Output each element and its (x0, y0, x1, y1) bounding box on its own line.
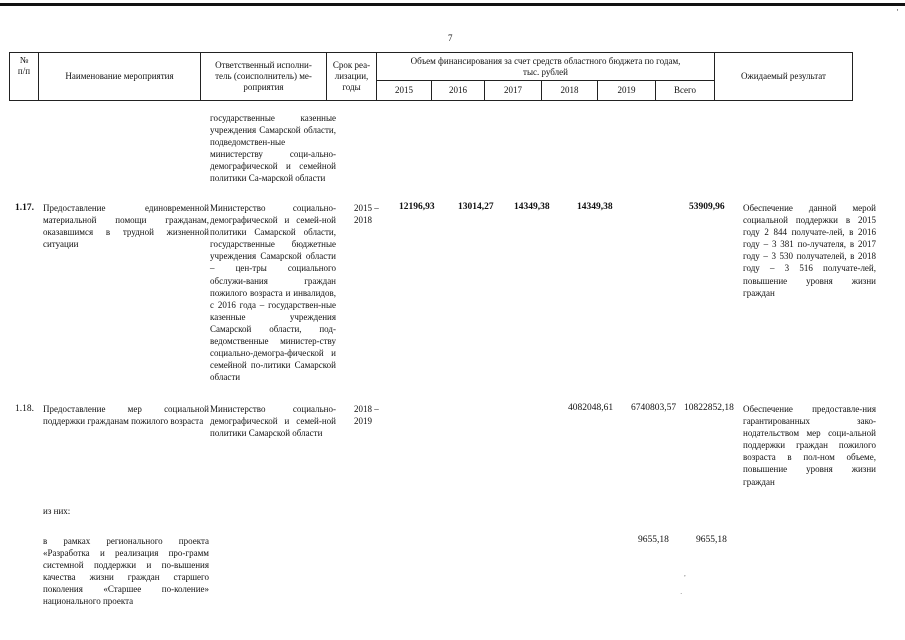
header-total: Всего (656, 81, 715, 101)
row-1-18-result: Обеспечение предоставле-ния гарантированных зако-нодательством мер соци-альной поддержки граждан пожилого возраста в пол-ном объеме, повышение уровня жизни граждан (743, 404, 876, 487)
row-1-17-responsible: Министерство социально-демографической и семей-ной политики Самарской области, государственные бюджетные учреждения Самарской области – цен-тры социального обслужи-вания граждан пожилого возраста и инвалидов, с 2016 года – государствен-ные казенные учреждения Самарской области, под-ведомственные министер-ству социально-демогра-фической и семейной по-литики Самарской области (210, 203, 336, 383)
subrow-name: в рамках регионального проекта «Разработка и реализация про-грамм системной поддержки и по-вышения качества жизни граждан старшего поколения «Старшее по-коление» национального проекта (43, 536, 209, 607)
row-1-17-2017: 14349,38 (514, 202, 550, 212)
row-1-18-total: 10822852,18 (684, 403, 734, 413)
top-border-line (0, 3, 905, 6)
subrow-total: 9655,18 (696, 535, 727, 545)
header-year-2016: 2016 (432, 81, 485, 101)
header-col-name: Наименование мероприятия (39, 53, 201, 101)
header-col-term: Срок реа- лизации, годы (327, 53, 377, 101)
header-col-funding: Объем финансирования за счет средств областного бюджета по годам, тыс. рублей (377, 53, 715, 81)
scan-speck: · (680, 590, 683, 598)
row-1-18-number: 1.18. (15, 404, 34, 414)
header-col-responsible: Ответственный исполни- тель (соисполнитель) ме- роприятия (201, 53, 327, 101)
header-col-no: № п/п (10, 53, 39, 101)
table-header (9, 52, 853, 101)
row-1-17-total: 53909,96 (689, 202, 725, 212)
header-col-result: Ожидаемый результат (715, 53, 853, 101)
scan-speck: · (896, 5, 899, 15)
row-1-18-responsible: Министерство социально-демографической и семей-ной политики Самарской области (210, 404, 336, 439)
row-1-17-number: 1.17. (15, 203, 34, 213)
header-year-2018: 2018 (542, 81, 598, 101)
row-1-17-2018: 14349,38 (577, 202, 613, 212)
row-1-18-2018: 4082048,61 (568, 403, 614, 413)
header-year-2017: 2017 (485, 81, 542, 101)
row-1-18-term: 2018 – 2019 (354, 404, 379, 427)
subrow-2019: 9655,18 (638, 535, 669, 545)
row-1-17-name: Предоставление единовременной материальной помощи гражданам, оказавшимся в трудной жизненной ситуации (43, 203, 209, 250)
row-1-18-name: Предоставление мер социальной поддержки гражданам пожилого возраста (43, 404, 209, 427)
row-1-17-2015: 12196,93 (399, 202, 435, 212)
row-1-17-result: Обеспечение данной мерой социальной поддержки в 2015 году 2 844 получате-лей, в 2016 году – 3 381 по-лучателя, в 2017 году – 3 530 получателей, в 2018 году – 3 516 получате-лей, повышение уровня жизни граждан (743, 203, 876, 298)
row-1-17-2016: 13014,27 (458, 202, 494, 212)
header-year-2015: 2015 (377, 81, 432, 101)
continuation-responsible: государственные казенные учреждения Самарской области, подведомствен-ные министерству соци-ально-демографической и семейной политики Са-марской области (210, 113, 336, 184)
row-1-18-2019: 6740803,57 (631, 403, 677, 413)
of-them-label: из них: (43, 506, 71, 516)
header-year-2019: 2019 (598, 81, 656, 101)
row-1-17-term: 2015 – 2018 (354, 203, 379, 226)
page-number: 7 (448, 33, 453, 43)
scan-speck: , (684, 570, 686, 578)
